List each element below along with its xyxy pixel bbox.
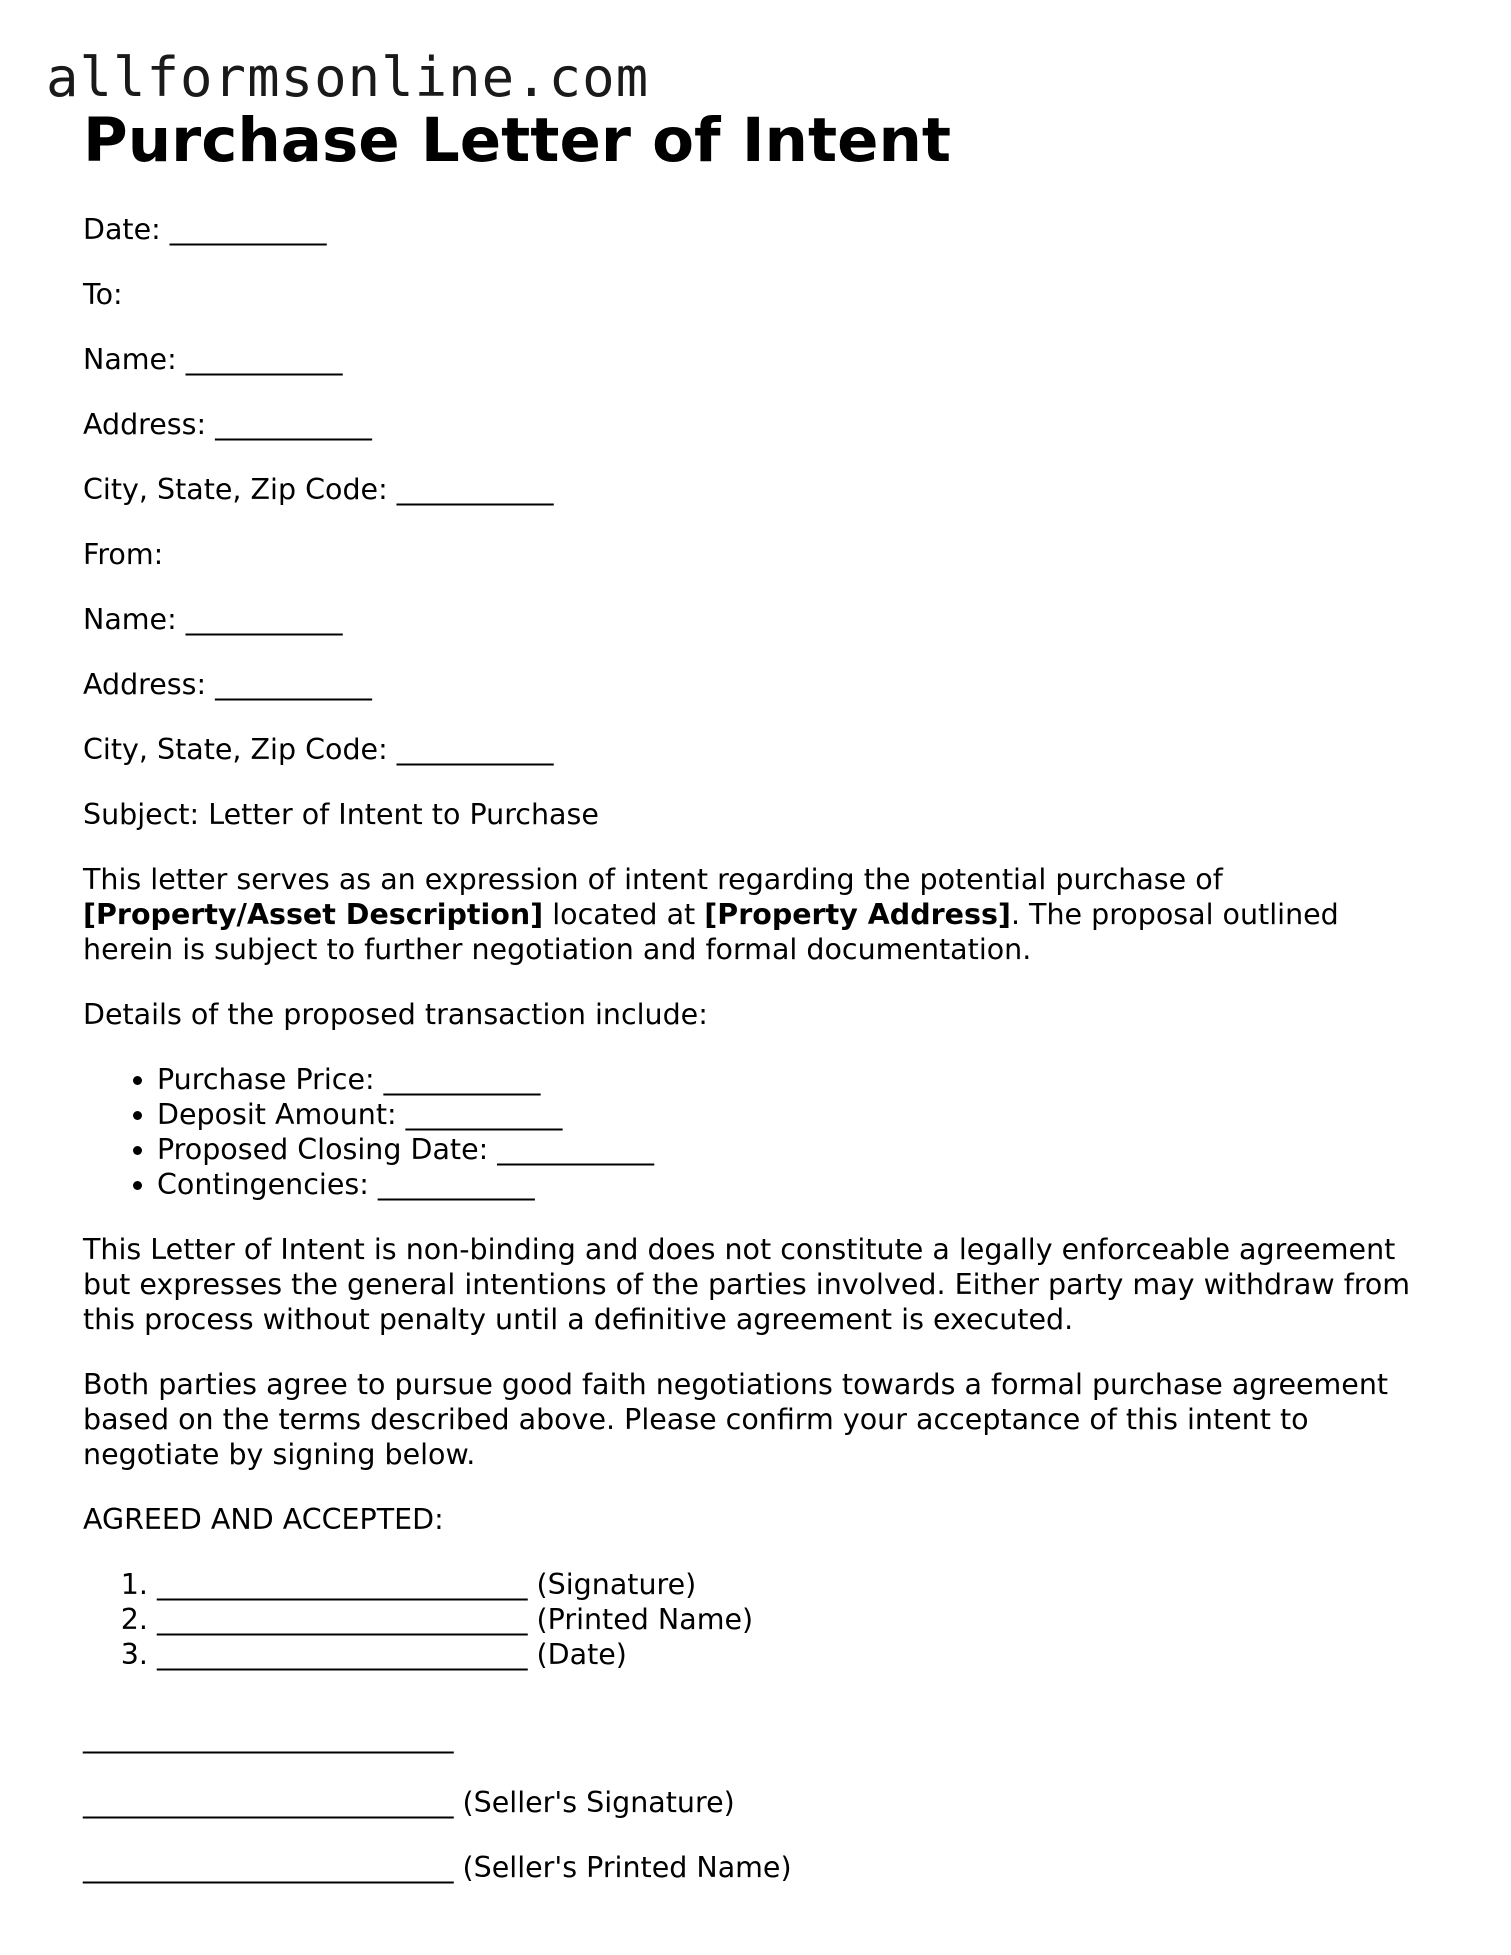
subject-line: Subject: Letter of Intent to Purchase bbox=[83, 798, 599, 831]
to-address-field: Address: ___________ bbox=[83, 408, 372, 441]
detail-purchase-price: • Purchase Price: ___________ bbox=[157, 1062, 1463, 1097]
detail-closing-date: • Proposed Closing Date: ___________ bbox=[157, 1132, 1463, 1167]
seller-printed-name-line: __________________________ (Seller's Printed Name) bbox=[83, 1851, 792, 1884]
asset-description-placeholder: [Property/Asset Description] bbox=[83, 898, 544, 931]
seller-blank-line: __________________________ bbox=[83, 1721, 454, 1754]
intro-text-3: . The proposal outlined herein is subject to further negotiation and formal documentation. bbox=[83, 898, 1339, 966]
buyer-date-line: 3. __________________________ (Date) bbox=[157, 1637, 1463, 1672]
document-body bbox=[83, 104, 1463, 1915]
property-address-placeholder: [Property Address] bbox=[704, 898, 1011, 931]
detail-deposit-amount: • Deposit Amount: ___________ bbox=[157, 1097, 1463, 1132]
good-faith-paragraph: Both parties agree to pursue good faith negotiations towards a formal purchase agreement based on the terms described above. Please confirm your acceptance of this intent to negotiate by signing below. bbox=[83, 1368, 1389, 1471]
detail-contingencies: • Contingencies: ___________ bbox=[157, 1167, 1463, 1202]
intro-text-1: This letter serves as an expression of intent regarding the potential purchase of bbox=[83, 863, 1223, 896]
intro-text-2: located at bbox=[543, 898, 705, 931]
agreed-label: AGREED AND ACCEPTED: bbox=[83, 1503, 444, 1536]
intro-paragraph bbox=[83, 862, 1423, 967]
seller-signature-line: __________________________ (Seller's Signature) bbox=[83, 1786, 735, 1819]
nonbinding-paragraph: This Letter of Intent is non-binding and does not constitute a legally enforceable agreement but expresses the general intentions of the parties involved. Either party may withdraw from this process without penalty until a definitive agreement is executed. bbox=[83, 1233, 1411, 1336]
seller-signature-block bbox=[83, 1720, 1463, 1885]
to-city-field: City, State, Zip Code: ___________ bbox=[83, 473, 554, 506]
details-heading: Details of the proposed transaction include: bbox=[83, 998, 708, 1031]
from-address-field: Address: ___________ bbox=[83, 668, 372, 701]
date-field: Date: ___________ bbox=[83, 213, 327, 246]
document-title: Purchase Letter of Intent bbox=[83, 105, 952, 176]
buyer-signature-list bbox=[83, 1567, 1463, 1672]
buyer-signature-line: 1. __________________________ (Signature) bbox=[157, 1567, 1463, 1602]
to-label: To: bbox=[83, 278, 123, 311]
watermark-logo: allformsonline.com bbox=[46, 46, 650, 109]
from-label: From: bbox=[83, 538, 164, 571]
to-name-field: Name: ___________ bbox=[83, 343, 343, 376]
from-name-field: Name: ___________ bbox=[83, 603, 343, 636]
details-list bbox=[83, 1062, 1463, 1202]
from-city-field: City, State, Zip Code: ___________ bbox=[83, 733, 554, 766]
buyer-printed-name-line: 2. __________________________ (Printed Name) bbox=[157, 1602, 1463, 1637]
